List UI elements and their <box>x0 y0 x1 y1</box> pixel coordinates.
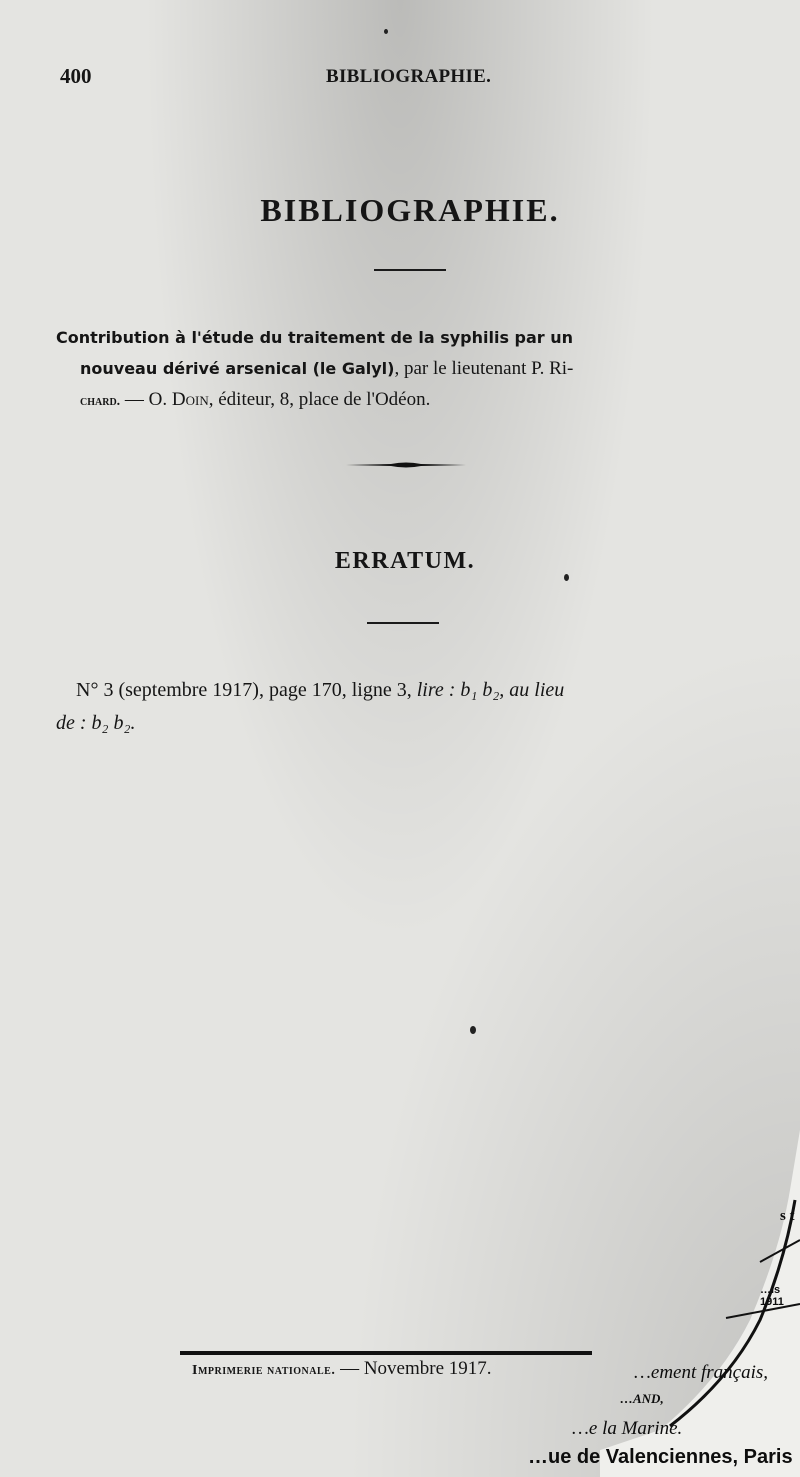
next-page-fragment-2: s t <box>780 1208 795 1224</box>
erratum-reference: N° 3 (septembre 1917), page 170, ligne 3, <box>76 679 412 701</box>
next-page-line-4: …ue de Valenciennes, Paris <box>528 1446 793 1468</box>
printer-name: Imprimerie nationale. <box>192 1363 336 1378</box>
imprint-rule <box>180 1351 592 1355</box>
next-page-line-2: …AND, <box>620 1391 664 1406</box>
title-rule <box>374 269 446 271</box>
ink-speck <box>384 29 388 34</box>
imprint-date: — Novembre 1917. <box>335 1358 492 1379</box>
page-number: 400 <box>60 64 92 88</box>
entry-line-1 <box>56 322 762 353</box>
entry-title-part1: Contribution à l'étude du traitement de la syphilis par un <box>56 328 574 347</box>
erratum-correction: lire : b₁ b₂, au lieu <box>416 679 565 701</box>
erratum-line-2 <box>56 707 766 740</box>
entry-dash: — O. <box>120 389 172 410</box>
ornament-rule <box>346 460 466 470</box>
entry-author-end: chard. <box>80 394 121 409</box>
entry-author: , par le lieutenant P. Ri- <box>394 358 574 379</box>
erratum-rule <box>367 622 439 624</box>
running-title: BIBLIOGRAPHIE. <box>326 66 492 87</box>
bibliography-entry <box>56 322 762 417</box>
entry-line-2 <box>56 353 762 384</box>
erratum-original: de : b₂ b₂. <box>56 712 136 734</box>
ink-speck <box>470 1026 476 1034</box>
erratum-title: ERRATUM. <box>334 548 476 574</box>
entry-publisher: Doin <box>171 389 209 410</box>
ink-speck <box>564 574 569 581</box>
main-title: BIBLIOGRAPHIE. <box>260 192 560 228</box>
next-page-line-1: …ement français, <box>634 1362 769 1383</box>
entry-line-3 <box>56 384 762 417</box>
imprint <box>192 1358 492 1380</box>
erratum-line-1 <box>56 674 766 707</box>
entry-address: , éditeur, 8, place de l'Odéon. <box>208 389 431 410</box>
erratum-text <box>56 674 766 740</box>
entry-title-part2: nouveau dérivé arsenical (le Galyl) <box>80 359 395 378</box>
next-page-line-3: …e la Marine. <box>572 1418 683 1439</box>
next-page-fragment-1: …is 1911 <box>760 1284 784 1308</box>
